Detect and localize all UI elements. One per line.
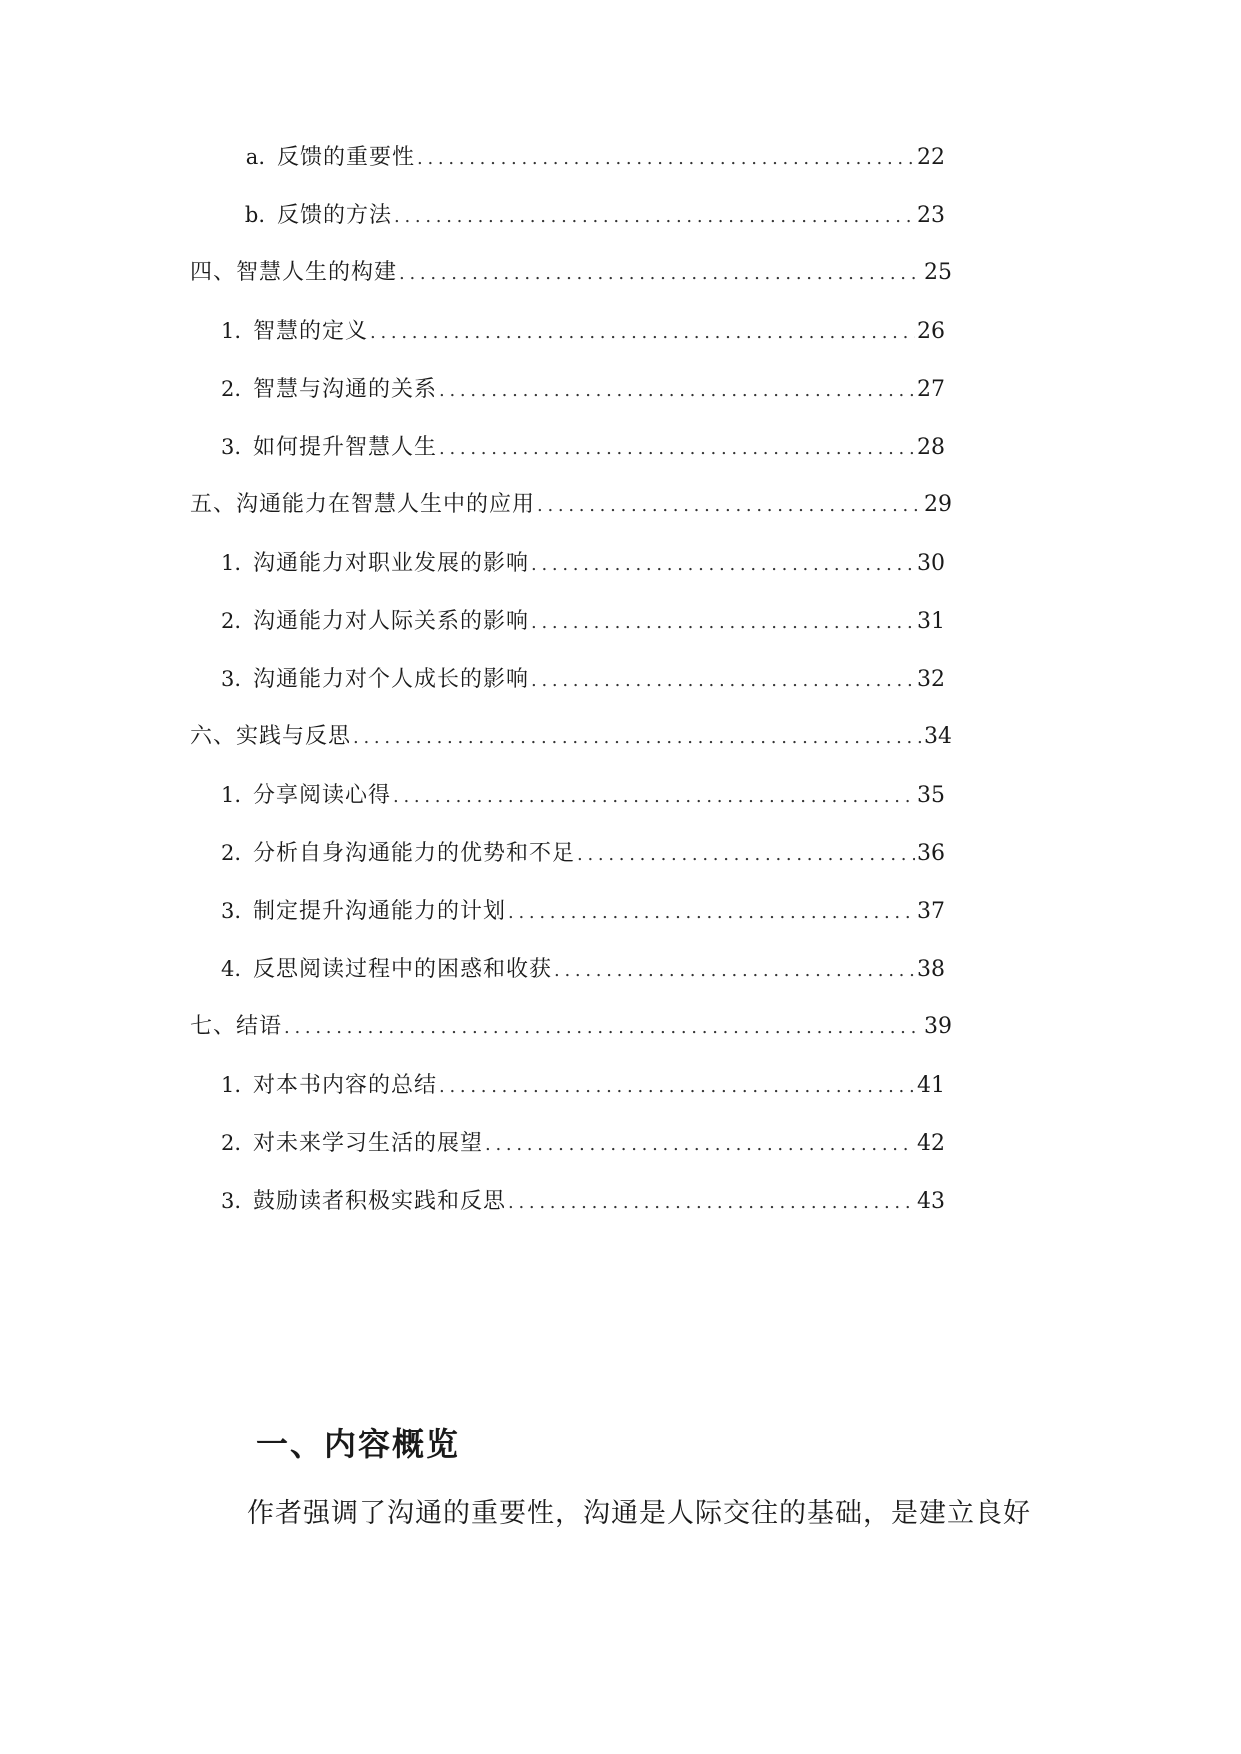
toc-dot-leader	[353, 720, 922, 756]
toc-dot-leader	[531, 663, 915, 699]
toc-entry-title: 七、结语	[190, 1014, 283, 1039]
toc-dot-leader	[531, 547, 915, 583]
toc-entry[interactable]	[213, 371, 943, 407]
toc-entry-number: 1.	[220, 1073, 241, 1097]
toc-entry-number: b.	[244, 203, 265, 227]
toc-dot-leader	[577, 837, 915, 873]
toc-entry-title: 分享阅读心得	[253, 783, 392, 808]
toc-entry-title: 如何提升智慧人生	[253, 435, 438, 460]
toc-entry[interactable]	[213, 951, 943, 987]
toc-entry[interactable]	[213, 603, 943, 639]
toc-entry-title: 智慧与沟通的关系	[253, 377, 438, 402]
toc-entry-title: 智慧的定义	[253, 319, 369, 344]
toc-entry[interactable]	[213, 545, 943, 581]
toc-entry-page-number: 34	[924, 724, 952, 749]
toc-entry-page-number: 41	[917, 1073, 945, 1098]
toc-entry-number: 2.	[220, 609, 241, 633]
toc-entry[interactable]	[213, 893, 943, 929]
toc-entry-page-number: 35	[917, 783, 945, 808]
toc-entry-title: 反思阅读过程中的困惑和收获	[253, 957, 553, 982]
toc-entry-number: 4.	[220, 957, 241, 981]
toc-dot-leader	[531, 605, 915, 641]
toc-dot-leader	[399, 256, 922, 292]
toc-dot-leader	[554, 953, 915, 989]
toc-entry-title: 六、实践与反思	[190, 724, 352, 749]
toc-dot-leader	[439, 431, 915, 467]
section-heading: 一、内容概览	[256, 1425, 461, 1463]
toc-entry-page-number: 36	[917, 841, 945, 866]
toc-entry-number: 3.	[220, 667, 241, 691]
toc-entry-page-number: 37	[917, 899, 945, 924]
toc-entry-title: 分析自身沟通能力的优势和不足	[253, 841, 576, 866]
toc-entry-page-number: 28	[917, 435, 945, 460]
toc-dot-leader	[417, 141, 915, 177]
toc-entry-title: 制定提升沟通能力的计划	[253, 899, 507, 924]
toc-entry-number: 3.	[220, 899, 241, 923]
toc-entry-page-number: 26	[917, 319, 945, 344]
toc-entry-title: 鼓励读者积极实践和反思	[253, 1189, 507, 1214]
toc-dot-leader	[284, 1010, 922, 1046]
toc-dot-leader	[439, 373, 915, 409]
body-paragraph: 作者强调了沟通的重要性，沟通是人际交往的基础，是建立良好	[247, 1498, 1031, 1529]
toc-dot-leader	[439, 1069, 915, 1105]
toc-entry-page-number: 30	[917, 551, 945, 576]
toc-entry-page-number: 32	[917, 667, 945, 692]
toc-entry-page-number: 27	[917, 377, 945, 402]
toc-entry-number: 2.	[220, 841, 241, 865]
toc-entry-chapter[interactable]	[190, 487, 950, 523]
toc-entry-page-number: 42	[917, 1131, 945, 1156]
toc-entry-title: 五、沟通能力在智慧人生中的应用	[190, 492, 536, 517]
toc-entry-number: 2.	[220, 377, 241, 401]
toc-entry[interactable]	[213, 835, 943, 871]
toc-entry[interactable]	[213, 661, 943, 697]
toc-entry-number: 3.	[220, 1189, 241, 1213]
toc-entry-number: 1.	[220, 783, 241, 807]
toc-entry-page-number: 38	[917, 957, 945, 982]
toc-dot-leader	[508, 895, 915, 931]
toc-entry-page-number: 23	[917, 203, 945, 228]
toc-entry-title: 反馈的方法	[277, 203, 393, 228]
toc-entry[interactable]	[213, 313, 943, 349]
toc-entry-title: 四、智慧人生的构建	[190, 260, 398, 285]
toc-entry-number: 2.	[220, 1131, 241, 1155]
toc-entry[interactable]	[213, 1067, 943, 1103]
toc-entry[interactable]	[237, 139, 943, 175]
toc-entry[interactable]	[213, 1125, 943, 1161]
toc-entry-number: a.	[245, 145, 265, 169]
toc-entry-page-number: 39	[924, 1014, 952, 1039]
toc-entry-number: 1.	[220, 551, 241, 575]
toc-entry-page-number: 31	[917, 609, 945, 634]
toc-entry-number: 3.	[220, 435, 241, 459]
toc-dot-leader	[485, 1127, 915, 1163]
toc-dot-leader	[370, 315, 915, 351]
toc-entry-title: 沟通能力对人际关系的影响	[253, 609, 530, 634]
toc-entry[interactable]	[213, 777, 943, 813]
toc-entry-page-number: 43	[917, 1189, 945, 1214]
toc-entry-chapter[interactable]	[190, 255, 950, 291]
toc-entry-page-number: 29	[924, 492, 952, 517]
toc-entry-number: 1.	[220, 319, 241, 343]
toc-dot-leader	[508, 1185, 915, 1221]
toc-dot-leader	[537, 488, 922, 524]
toc-entry-title: 对本书内容的总结	[253, 1073, 438, 1098]
toc-entry-page-number: 25	[924, 260, 952, 285]
toc-entry-chapter[interactable]	[190, 1009, 950, 1045]
toc-entry-title: 反馈的重要性	[277, 145, 416, 170]
toc-entry[interactable]	[237, 197, 943, 233]
toc-entry[interactable]	[213, 429, 943, 465]
toc-entry-title: 对未来学习生活的展望	[253, 1131, 484, 1156]
toc-entry[interactable]	[213, 1183, 943, 1219]
toc-dot-leader	[393, 779, 915, 815]
toc-entry-chapter[interactable]	[190, 719, 950, 755]
toc-dot-leader	[394, 199, 915, 235]
toc-entry-title: 沟通能力对职业发展的影响	[253, 551, 530, 576]
toc-entry-page-number: 22	[917, 145, 945, 170]
toc-entry-title: 沟通能力对个人成长的影响	[253, 667, 530, 692]
